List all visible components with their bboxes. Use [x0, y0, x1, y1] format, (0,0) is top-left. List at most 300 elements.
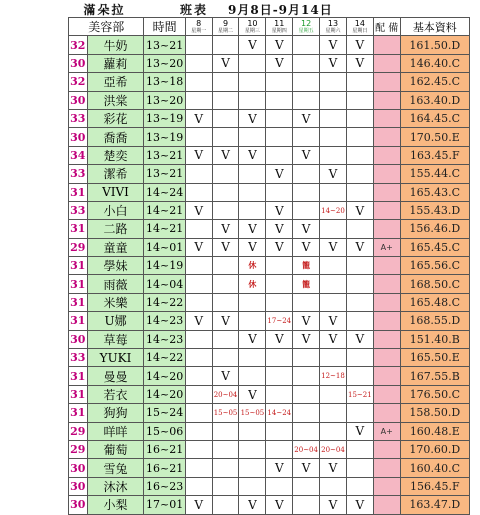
header-row — [69, 18, 470, 36]
day-cell — [239, 459, 266, 477]
day-cell — [266, 385, 293, 403]
shift-time: 14~22 — [144, 349, 185, 367]
table-row — [69, 312, 470, 330]
staff-age: 33 — [69, 165, 88, 183]
staff-name: VIVI — [87, 183, 144, 201]
day-cell: 12~18 — [320, 367, 347, 385]
day-cell: V — [185, 496, 212, 514]
day-weekday: 星期六 — [325, 27, 341, 34]
day-weekday: 星期二 — [218, 27, 234, 34]
table-row — [69, 477, 470, 495]
day-cell — [293, 293, 320, 311]
day-cell — [346, 257, 373, 275]
staff-name: 喬喬 — [87, 128, 144, 146]
shift-time: 13~18 — [144, 73, 185, 91]
table-row — [69, 459, 470, 477]
day-cell: V — [239, 385, 266, 403]
day-cell: V — [266, 165, 293, 183]
header-day-4 — [266, 18, 293, 36]
staff-age: 29 — [69, 440, 88, 458]
day-cell — [320, 183, 347, 201]
basic-info-cell: 176.50.C — [400, 385, 469, 403]
equipment-cell — [373, 330, 400, 348]
day-cell — [185, 257, 212, 275]
day-cell — [320, 477, 347, 495]
shift-time: 14~21 — [144, 201, 185, 219]
shift-time: 13~21 — [144, 36, 185, 54]
header-day-2 — [212, 18, 239, 36]
basic-info-cell: 161.50.D — [400, 36, 469, 54]
header-equipment: 配 備 — [373, 18, 400, 36]
day-cell: V — [239, 109, 266, 127]
day-cell: V — [320, 238, 347, 256]
day-cell — [266, 293, 293, 311]
equipment-cell — [373, 201, 400, 219]
schedule-title — [68, 0, 470, 17]
staff-age: 33 — [69, 201, 88, 219]
shift-time: 14~20 — [144, 385, 185, 403]
day-cell — [320, 385, 347, 403]
day-cell — [346, 183, 373, 201]
table-row — [69, 275, 470, 293]
staff-name: 小白 — [87, 201, 144, 219]
staff-age: 31 — [69, 367, 88, 385]
day-cell: V — [346, 238, 373, 256]
equipment-cell — [373, 385, 400, 403]
staff-age: 30 — [69, 128, 88, 146]
equipment-cell — [373, 459, 400, 477]
staff-age: 30 — [69, 330, 88, 348]
day-cell: V — [266, 238, 293, 256]
day-cell: 20~04 — [212, 385, 239, 403]
day-cell: V — [266, 496, 293, 514]
staff-age: 31 — [69, 257, 88, 275]
shift-time: 17~01 — [144, 496, 185, 514]
staff-name: 雨薇 — [87, 275, 144, 293]
day-cell: 籠 — [293, 257, 320, 275]
day-cell: V — [185, 109, 212, 127]
staff-name: 楚奕 — [87, 146, 144, 164]
basic-info-cell: 160.40.C — [400, 459, 469, 477]
basic-info-cell: 156.45.F — [400, 477, 469, 495]
schedule-table — [68, 17, 470, 515]
staff-name: 二路 — [87, 220, 144, 238]
equipment-cell — [373, 36, 400, 54]
day-cell — [212, 422, 239, 440]
equipment-cell — [373, 349, 400, 367]
day-cell — [185, 36, 212, 54]
day-cell — [239, 91, 266, 109]
shift-time: 14~22 — [144, 293, 185, 311]
table-row — [69, 238, 470, 256]
table-row — [69, 91, 470, 109]
staff-name: 洪棠 — [87, 91, 144, 109]
table-row — [69, 293, 470, 311]
day-cell — [212, 477, 239, 495]
day-cell — [266, 128, 293, 146]
day-cell: V — [346, 422, 373, 440]
day-cell — [185, 183, 212, 201]
header-department: 美容部 — [69, 18, 144, 36]
basic-info-cell: 165.56.C — [400, 257, 469, 275]
day-cell — [212, 257, 239, 275]
equipment-cell — [373, 146, 400, 164]
day-cell: V — [346, 201, 373, 219]
shift-time: 15~24 — [144, 404, 185, 422]
day-cell — [185, 293, 212, 311]
day-cell — [212, 73, 239, 91]
staff-age: 30 — [69, 459, 88, 477]
shift-time: 13~21 — [144, 165, 185, 183]
day-cell — [346, 440, 373, 458]
basic-info-cell: 170.50.E — [400, 128, 469, 146]
day-number: 9 — [223, 18, 229, 28]
day-cell — [185, 440, 212, 458]
day-cell — [212, 128, 239, 146]
table-row — [69, 330, 470, 348]
day-cell — [212, 91, 239, 109]
equipment-cell — [373, 367, 400, 385]
day-cell — [212, 496, 239, 514]
day-cell — [185, 459, 212, 477]
day-cell — [346, 459, 373, 477]
day-cell — [293, 496, 320, 514]
day-cell — [346, 404, 373, 422]
shift-time: 16~21 — [144, 459, 185, 477]
day-cell: 17~24 — [266, 312, 293, 330]
day-cell — [212, 459, 239, 477]
staff-age: 30 — [69, 477, 88, 495]
basic-info-cell: 165.45.C — [400, 238, 469, 256]
day-cell — [320, 146, 347, 164]
day-cell — [239, 201, 266, 219]
day-cell: V — [266, 36, 293, 54]
basic-info-cell: 163.40.D — [400, 91, 469, 109]
table-row — [69, 220, 470, 238]
day-cell — [293, 73, 320, 91]
day-cell — [239, 367, 266, 385]
day-cell — [185, 330, 212, 348]
day-cell — [185, 422, 212, 440]
day-cell: V — [320, 459, 347, 477]
shift-time: 13~19 — [144, 109, 185, 127]
day-cell — [185, 91, 212, 109]
table-row — [69, 165, 470, 183]
staff-age: 29 — [69, 422, 88, 440]
day-cell: V — [346, 54, 373, 72]
staff-age: 32 — [69, 73, 88, 91]
day-cell — [346, 312, 373, 330]
day-cell — [320, 404, 347, 422]
shift-time: 13~21 — [144, 146, 185, 164]
shift-time: 14~23 — [144, 312, 185, 330]
day-cell — [185, 477, 212, 495]
staff-name: 草莓 — [87, 330, 144, 348]
day-cell — [185, 54, 212, 72]
day-cell — [293, 128, 320, 146]
shift-time: 16~21 — [144, 440, 185, 458]
equipment-cell — [373, 54, 400, 72]
staff-name: 牛奶 — [87, 36, 144, 54]
day-cell: V — [266, 459, 293, 477]
staff-age: 33 — [69, 349, 88, 367]
equipment-cell: A+ — [373, 238, 400, 256]
day-cell: 休 — [239, 257, 266, 275]
equipment-cell — [373, 404, 400, 422]
equipment-cell: A+ — [373, 422, 400, 440]
day-cell — [266, 275, 293, 293]
staff-age: 33 — [69, 109, 88, 127]
table-row — [69, 109, 470, 127]
day-cell: 籠 — [293, 275, 320, 293]
day-number: 10 — [247, 18, 258, 28]
day-cell: V — [346, 496, 373, 514]
header-day-6 — [320, 18, 347, 36]
day-cell: V — [185, 312, 212, 330]
day-cell — [266, 349, 293, 367]
staff-age: 31 — [69, 183, 88, 201]
shift-time: 14~01 — [144, 238, 185, 256]
day-cell — [266, 91, 293, 109]
day-cell — [320, 91, 347, 109]
basic-info-cell: 163.45.F — [400, 146, 469, 164]
staff-age: 32 — [69, 36, 88, 54]
day-cell — [320, 422, 347, 440]
day-cell — [239, 440, 266, 458]
day-cell: V — [293, 312, 320, 330]
day-cell: V — [293, 109, 320, 127]
staff-age: 30 — [69, 54, 88, 72]
table-row — [69, 257, 470, 275]
day-cell — [266, 183, 293, 201]
equipment-cell — [373, 165, 400, 183]
day-cell — [346, 477, 373, 495]
basic-info-cell: 155.43.D — [400, 201, 469, 219]
day-cell — [293, 36, 320, 54]
day-cell — [212, 275, 239, 293]
store-name: 滿朵拉 — [83, 3, 126, 17]
day-cell: V — [346, 330, 373, 348]
day-cell — [212, 440, 239, 458]
title-label: 班表 — [180, 3, 209, 17]
day-cell — [293, 91, 320, 109]
day-cell: V — [320, 312, 347, 330]
day-cell: V — [212, 312, 239, 330]
day-cell — [266, 146, 293, 164]
day-cell — [346, 220, 373, 238]
table-row — [69, 440, 470, 458]
table-row — [69, 36, 470, 54]
day-cell — [266, 257, 293, 275]
staff-name: 亞希 — [87, 73, 144, 91]
day-cell — [266, 367, 293, 385]
day-cell: V — [320, 496, 347, 514]
day-cell — [346, 165, 373, 183]
day-cell: V — [293, 238, 320, 256]
basic-info-cell: 164.45.C — [400, 109, 469, 127]
day-cell — [266, 477, 293, 495]
day-cell — [346, 128, 373, 146]
day-cell — [293, 404, 320, 422]
staff-name: 葡萄 — [87, 440, 144, 458]
basic-info-cell: 160.48.E — [400, 422, 469, 440]
basic-info-cell: 165.43.C — [400, 183, 469, 201]
equipment-cell — [373, 312, 400, 330]
day-cell — [239, 477, 266, 495]
day-cell — [212, 36, 239, 54]
day-cell — [293, 165, 320, 183]
day-weekday: 星期一 — [191, 27, 207, 34]
day-cell — [185, 349, 212, 367]
day-cell: V — [266, 54, 293, 72]
day-cell — [320, 128, 347, 146]
table-row — [69, 404, 470, 422]
day-cell: V — [293, 459, 320, 477]
staff-name: 若衣 — [87, 385, 144, 403]
header-day-1 — [185, 18, 212, 36]
basic-info-cell: 170.60.D — [400, 440, 469, 458]
day-cell — [320, 73, 347, 91]
day-cell — [266, 422, 293, 440]
basic-info-cell: 167.55.B — [400, 367, 469, 385]
day-number: 12 — [301, 18, 312, 28]
equipment-cell — [373, 275, 400, 293]
staff-name: 狗狗 — [87, 404, 144, 422]
table-row — [69, 146, 470, 164]
day-cell — [212, 165, 239, 183]
table-row — [69, 422, 470, 440]
day-cell — [266, 73, 293, 91]
day-cell — [185, 367, 212, 385]
day-cell — [239, 73, 266, 91]
day-cell — [293, 477, 320, 495]
staff-name: 雪兔 — [87, 459, 144, 477]
day-cell: 20~04 — [320, 440, 347, 458]
table-row — [69, 349, 470, 367]
day-cell — [346, 146, 373, 164]
date-range: 9月8日-9月14日 — [228, 3, 333, 17]
table-row — [69, 367, 470, 385]
staff-age: 34 — [69, 146, 88, 164]
day-number: 13 — [327, 18, 339, 28]
day-cell: 15~05 — [212, 404, 239, 422]
shift-time: 13~20 — [144, 91, 185, 109]
day-cell — [320, 349, 347, 367]
day-cell — [320, 293, 347, 311]
header-basic-info: 基本資料 — [400, 18, 469, 36]
day-cell: 15~21 — [346, 385, 373, 403]
day-cell — [185, 275, 212, 293]
staff-age: 30 — [69, 91, 88, 109]
day-cell: 14~20 — [320, 201, 347, 219]
day-cell: V — [346, 36, 373, 54]
day-cell: 14~24 — [266, 404, 293, 422]
day-cell: V — [320, 165, 347, 183]
day-cell — [320, 220, 347, 238]
equipment-cell — [373, 109, 400, 127]
day-cell: V — [239, 330, 266, 348]
day-cell — [346, 73, 373, 91]
day-cell — [346, 293, 373, 311]
day-cell — [185, 128, 212, 146]
shift-time: 14~04 — [144, 275, 185, 293]
staff-name: 潔希 — [87, 165, 144, 183]
day-cell: V — [212, 367, 239, 385]
shift-time: 14~21 — [144, 220, 185, 238]
day-cell: 休 — [239, 275, 266, 293]
day-cell: V — [212, 238, 239, 256]
day-cell: V — [239, 36, 266, 54]
staff-age: 31 — [69, 385, 88, 403]
basic-info-cell: 168.55.D — [400, 312, 469, 330]
staff-age: 29 — [69, 238, 88, 256]
day-weekday: 星期四 — [271, 27, 287, 34]
day-weekday: 星期三 — [244, 27, 260, 34]
day-cell — [293, 349, 320, 367]
staff-name: YUKI — [87, 349, 144, 367]
equipment-cell — [373, 183, 400, 201]
day-cell: V — [293, 330, 320, 348]
schedule-body — [69, 36, 470, 514]
header-day-3 — [239, 18, 266, 36]
header-day-7 — [346, 18, 373, 36]
shift-time: 14~20 — [144, 367, 185, 385]
day-cell — [239, 54, 266, 72]
day-cell: 20~04 — [293, 440, 320, 458]
basic-info-cell: 146.40.C — [400, 54, 469, 72]
day-cell — [185, 165, 212, 183]
day-cell — [239, 183, 266, 201]
equipment-cell — [373, 91, 400, 109]
shift-time: 13~20 — [144, 54, 185, 72]
day-cell — [185, 385, 212, 403]
day-cell: V — [266, 330, 293, 348]
day-cell: V — [212, 146, 239, 164]
shift-time: 15~06 — [144, 422, 185, 440]
basic-info-cell: 168.50.C — [400, 275, 469, 293]
day-cell — [346, 275, 373, 293]
staff-age: 31 — [69, 404, 88, 422]
day-number: 11 — [274, 18, 285, 28]
basic-info-cell: 165.50.E — [400, 349, 469, 367]
day-cell: V — [320, 330, 347, 348]
staff-name: 小梨 — [87, 496, 144, 514]
day-cell — [239, 128, 266, 146]
day-cell: V — [239, 220, 266, 238]
day-cell — [239, 312, 266, 330]
day-cell: V — [185, 146, 212, 164]
day-cell: V — [212, 54, 239, 72]
day-cell — [185, 220, 212, 238]
staff-age: 31 — [69, 220, 88, 238]
day-cell — [212, 109, 239, 127]
day-cell: V — [293, 146, 320, 164]
staff-name: 蘿莉 — [87, 54, 144, 72]
basic-info-cell: 163.47.D — [400, 496, 469, 514]
equipment-cell — [373, 220, 400, 238]
staff-age: 30 — [69, 496, 88, 514]
shift-time: 14~19 — [144, 257, 185, 275]
equipment-cell — [373, 73, 400, 91]
day-cell — [266, 109, 293, 127]
staff-name: U娜 — [87, 312, 144, 330]
day-cell — [346, 91, 373, 109]
day-cell — [293, 367, 320, 385]
table-row — [69, 54, 470, 72]
basic-info-cell: 151.40.B — [400, 330, 469, 348]
day-cell — [212, 201, 239, 219]
day-cell — [212, 183, 239, 201]
